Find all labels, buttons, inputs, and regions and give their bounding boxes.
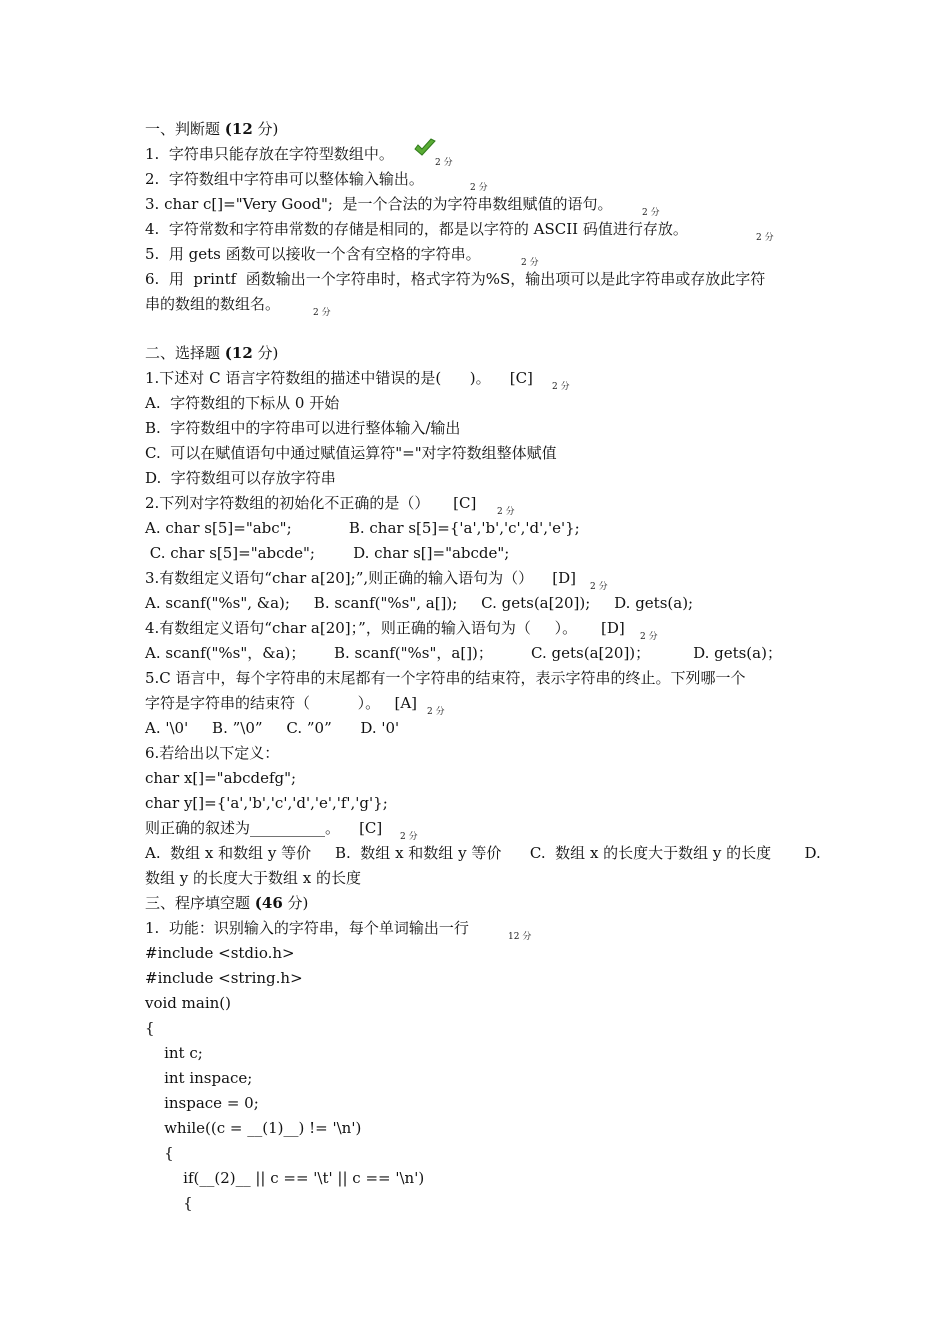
s2-question-5-line1: 5.C 语言中，每个字符串的末尾都有一个字符串的结束符，表示字符串的终止。下列哪一个 [145,669,746,687]
code-line: int c; [145,1044,203,1062]
title-unit: 分) [252,344,279,362]
s2-question-1: 1.下述对 C 语言字符数组的描述中错误的是( )。 [C] [145,369,533,387]
s2-question-5-line2: 字符是字符串的结束符（ ）。 [A] [145,694,418,712]
s2-q6-stem: 则正确的叙述为__________。 [C] [145,819,383,837]
code-line: int inspace; [145,1069,253,1087]
s2-q2-options-cd: C. char s[5]="abcde"; D. char s[]="abcde"; [145,544,510,562]
title-text: 三、程序填空题 [145,894,255,912]
title-score: (12 [224,120,253,138]
s2-q1-option-d: D. 字符数组可以存放字符串 [145,469,336,487]
s1-question-6-line1: 6. 用 printf 函数输出一个字符串时，格式字符为%S，输出项可以是此字符串或存放此字符 [145,270,766,288]
s2-q4-options: A. scanf("%s"，&a)； B. scanf("%s"，a[])； C. gets(a[20])； D. gets(a)； [145,644,782,662]
title-unit: 分) [282,894,309,912]
s2-q1-points: 2 分 [552,382,570,392]
code-line: { [145,1194,193,1212]
code-line: { [145,1144,174,1162]
s2-q6-points: 2 分 [400,832,418,842]
section-3-title [145,894,308,912]
s2-q6-options-line1: A. 数组 x 和数组 y 等价 B. 数组 x 和数组 y 等价 C. 数组 x 的长度大于数组 y 的长度 D. [145,844,821,862]
green-checkmark-icon [413,138,437,158]
title-text: 二、选择题 [145,344,225,362]
s2-q3-options: A. scanf("%s", &a); B. scanf("%s", a[]); C. gets(a[20]); D. gets(a); [145,594,694,612]
s2-q6-def-x: char x[]="abcdefg"; [145,769,297,787]
s2-question-2: 2.下列对字符数组的初始化不正确的是（） [C] [145,494,477,512]
s2-question-3: 3.有数组定义语句“char a[20];”,则正确的输入语句为（） [D] [145,569,576,587]
title-unit: 分) [252,120,279,138]
s1-question-2: 2. 字符数组中字符串可以整体输入输出。 [145,170,424,188]
code-line: { [145,1019,155,1037]
s1-q4-points: 2 分 [756,233,774,243]
s1-question-5: 5. 用 gets 函数可以接收一个含有空格的字符串。 [145,245,481,263]
s2-q4-points: 2 分 [640,632,658,642]
section-1-title [145,120,278,138]
title-score: (46 [254,894,283,912]
s2-q2-options-ab: A. char s[5]="abc"; B. char s[5]={'a','b','c','d','e'}; [145,519,580,537]
s3-question-1: 1. 功能：识别输入的字符串，每个单词输出一行 [145,919,469,937]
code-line: inspace = 0; [145,1094,259,1112]
code-line: if(__(2)__ || c == '\t' || c == '\n') [145,1169,425,1187]
code-line: while((c = __(1)__) != '\n') [145,1119,362,1137]
s2-q5-points: 2 分 [427,707,445,717]
title-score: (12 [224,344,253,362]
s1-question-3: 3. char c[]="Very Good"; 是一个合法的为字符串数组赋值的语句。 [145,195,613,213]
s2-q1-option-a: A. 字符数组的下标从 0 开始 [145,394,340,412]
s2-q1-option-b: B. 字符数组中的字符串可以进行整体输入/输出 [145,419,461,437]
code-line: #include <string.h> [145,969,303,987]
s1-q5-points: 2 分 [521,258,539,268]
s1-q3-points: 2 分 [642,208,660,218]
s3-q1-points: 12 分 [508,932,532,942]
s2-question-4: 4.有数组定义语句“char a[20]；”，则正确的输入语句为（ ）。 [D] [145,619,625,637]
s2-q3-points: 2 分 [590,582,608,592]
s2-q6-options-line2: 数组 y 的长度大于数组 x 的长度 [145,869,362,887]
s2-q2-points: 2 分 [497,507,515,517]
s2-q6-def-y: char y[]={'a','b','c','d','e','f','g'}; [145,794,388,812]
s1-q6-points: 2 分 [313,308,331,318]
code-line: void main() [145,994,232,1012]
s1-q1-points: 2 分 [435,158,453,168]
s2-q5-options: A. '\0' B. ”\0” C. ”0” D. '0' [145,719,400,737]
s2-q1-option-c: C. 可以在赋值语句中通过赋值运算符"="对字符数组整体赋值 [145,444,557,462]
code-line: #include <stdio.h> [145,944,295,962]
section-2-title [145,344,278,362]
s1-question-6-line2: 串的数组的数组名。 [145,295,281,313]
title-text: 一、判断题 [145,120,225,138]
s1-question-4: 4. 字符常数和字符串常数的存储是相同的，都是以字符的 ASCII 码值进行存放。 [145,220,688,238]
s2-question-6: 6.若给出以下定义： [145,744,280,762]
s1-question-1: 1. 字符串只能存放在字符型数组中。 [145,145,394,163]
s1-q2-points: 2 分 [470,183,488,193]
